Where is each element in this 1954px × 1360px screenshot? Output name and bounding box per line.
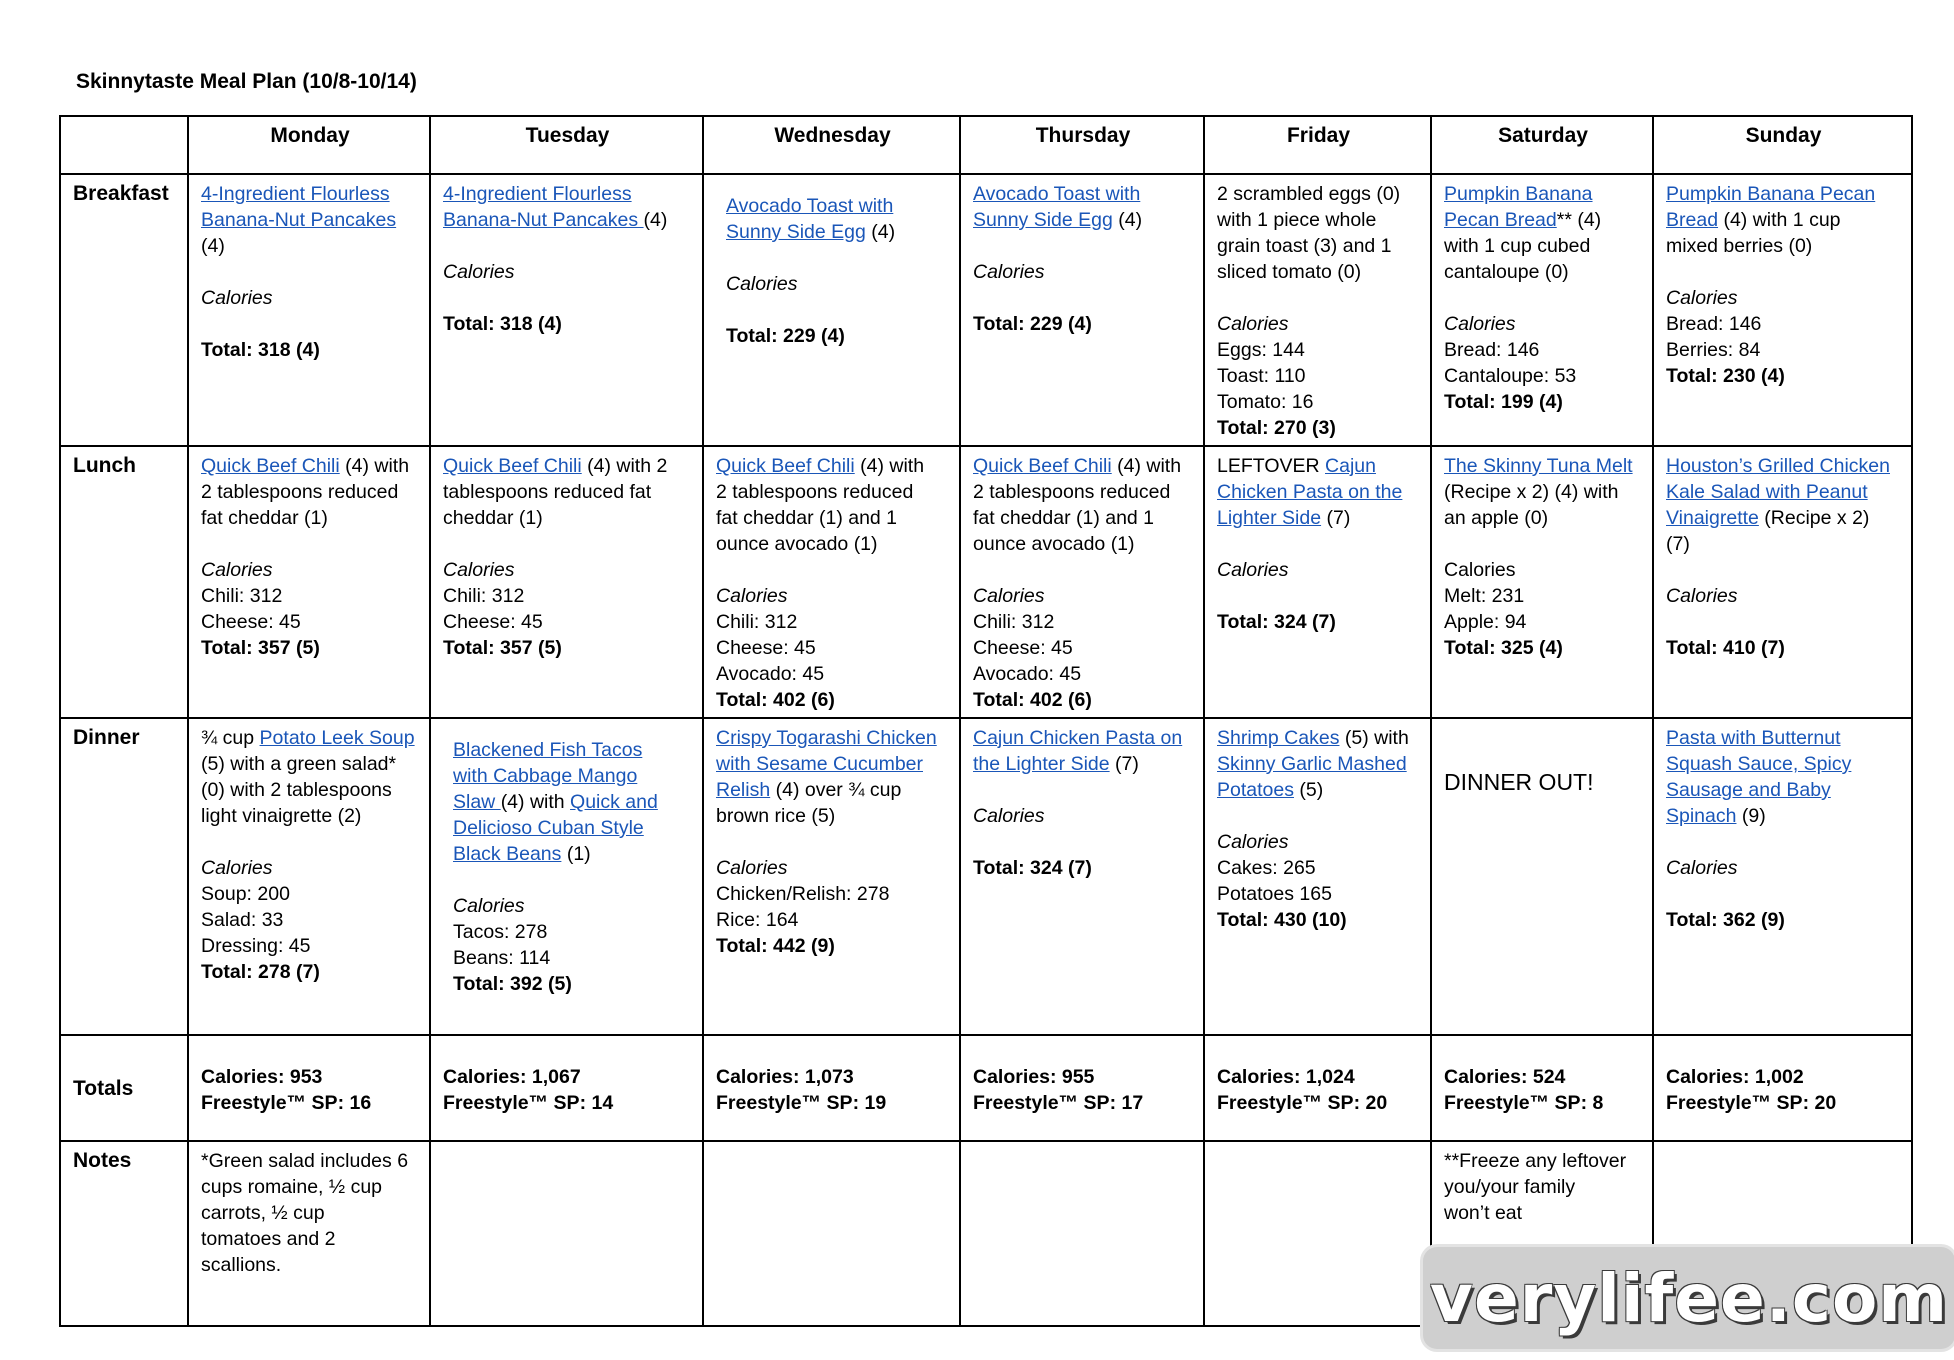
points-text: (4) with [854, 455, 925, 477]
lunch-friday [1204, 446, 1431, 718]
meal-total: Total: 229 (4) [726, 325, 845, 347]
row-label-dinner: Dinner [60, 718, 188, 1035]
calories-label: Calories [1217, 831, 1289, 853]
calories-label: Calories [1666, 857, 1738, 879]
meal-text: ¾ cup [201, 727, 260, 749]
calorie-item: Salad: 33 [201, 909, 284, 931]
recipe-link[interactable]: 4-Ingredient Flourless [443, 183, 632, 205]
daily-calories: Calories: 524 [1444, 1066, 1566, 1088]
note-text: cups romaine, ½ cup [201, 1176, 383, 1198]
day-header-wednesday: Wednesday [703, 116, 960, 174]
breakfast-friday [1204, 174, 1431, 446]
calories-label: Calories [443, 261, 515, 283]
points-text: (4) [201, 235, 225, 257]
dinner-thursday [960, 718, 1204, 1035]
totals-row [60, 1035, 1912, 1141]
daily-calories: Calories: 955 [973, 1066, 1095, 1088]
recipe-link[interactable]: Houston’s Grilled Chicken [1666, 455, 1890, 477]
meal-text: 2 tablespoons reduced [201, 481, 399, 503]
calories-label: Calories [201, 559, 273, 581]
meal-text: (7) [1666, 533, 1690, 555]
calories-label: Calories [1217, 559, 1289, 581]
meal-text: ounce avocado (1) [973, 533, 1135, 555]
calories-label: Calories [1666, 585, 1738, 607]
breakfast-wednesday [703, 174, 960, 446]
meal-text: LEFTOVER [1217, 455, 1326, 477]
points-text: (Recipe x 2) [1758, 507, 1870, 529]
meal-text: (Recipe x 2) (4) with [1444, 481, 1619, 503]
calories-label: Calories [973, 585, 1045, 607]
points-text: (1) [561, 843, 591, 865]
recipe-link[interactable]: Slaw [453, 791, 501, 813]
notes-wednesday [703, 1141, 960, 1326]
recipe-link[interactable]: Black Beans [453, 843, 562, 865]
note-text: scallions. [201, 1254, 282, 1276]
meal-text: light vinaigrette (2) [201, 805, 362, 827]
recipe-link[interactable]: Potato Leek Soup [259, 727, 415, 749]
calorie-item: Chili: 312 [201, 585, 283, 607]
recipe-link[interactable]: Cajun Chicken Pasta on [973, 727, 1183, 749]
calorie-item: Avocado: 45 [973, 663, 1082, 685]
calorie-item: Bread: 146 [1666, 313, 1762, 335]
meal-total: Total: 318 (4) [201, 339, 320, 361]
recipe-link[interactable]: Delicioso Cuban Style [453, 817, 644, 839]
recipe-link[interactable]: with Sesame Cucumber [716, 753, 923, 775]
calories-label: Calories [201, 857, 273, 879]
meal-total: Total: 442 (9) [716, 935, 835, 957]
calories-label: Calories [1444, 313, 1516, 335]
meal-total: Total: 402 (6) [716, 689, 835, 711]
meal-total: Total: 325 (4) [1444, 637, 1563, 659]
day-header-sunday: Sunday [1653, 116, 1912, 174]
note-text: won’t eat [1444, 1202, 1523, 1224]
breakfast-thursday [960, 174, 1204, 446]
meal-total: Total: 270 (3) [1217, 417, 1336, 439]
calories-label: Calories [443, 559, 515, 581]
recipe-link[interactable]: the Lighter Side [973, 753, 1110, 775]
calorie-item: Cheese: 45 [973, 637, 1073, 659]
meal-text: (4) with [500, 791, 571, 813]
calorie-item: Cheese: 45 [443, 611, 543, 633]
meal-total: Total: 324 (7) [1217, 611, 1336, 633]
recipe-link[interactable]: Skinny Garlic Mashed [1217, 753, 1407, 775]
daily-points: Freestyle™ SP: 8 [1444, 1092, 1604, 1114]
notes-friday [1204, 1141, 1431, 1326]
lunch-thursday [960, 446, 1204, 718]
calorie-item: Bread: 146 [1444, 339, 1540, 361]
recipe-link[interactable]: Pumpkin Banana [1444, 183, 1593, 205]
recipe-link[interactable]: Sausage and Baby [1666, 779, 1831, 801]
meal-text: fat cheddar (1) and 1 [716, 507, 898, 529]
meal-total: Total: 362 (9) [1666, 909, 1785, 931]
calories-label: Calories [973, 261, 1045, 283]
calorie-item: Avocado: 45 [716, 663, 825, 685]
day-header-friday: Friday [1204, 116, 1431, 174]
calorie-item: Toast: 110 [1217, 365, 1306, 387]
row-label-breakfast: Breakfast [60, 174, 188, 446]
meal-text: ounce avocado (1) [716, 533, 878, 555]
meal-text: 2 tablespoons reduced [716, 481, 914, 503]
meal-text: 2 tablespoons reduced [973, 481, 1171, 503]
meal-text: 2 scrambled eggs (0) [1217, 183, 1401, 205]
recipe-link[interactable]: Sunny Side Egg [973, 209, 1113, 231]
note-text: you/your family [1444, 1176, 1576, 1198]
meal-total: Total: 278 (7) [201, 961, 320, 983]
calorie-item: Chili: 312 [973, 611, 1055, 633]
meal-total: Total: 392 (5) [453, 973, 572, 995]
dinner-tuesday [430, 718, 703, 1035]
recipe-link[interactable]: Cajun [1325, 455, 1376, 477]
meal-text: mixed berries (0) [1666, 235, 1813, 257]
meal-text: sliced tomato (0) [1217, 261, 1362, 283]
meal-text: (5) with a green salad* [201, 753, 397, 775]
meal-total: Total: 199 (4) [1444, 391, 1563, 413]
totals-saturday [1431, 1035, 1653, 1141]
meal-total: Total: 324 (7) [973, 857, 1092, 879]
breakfast-saturday [1431, 174, 1653, 446]
dinner-sunday [1653, 718, 1912, 1035]
meal-text: fat cheddar (1) [201, 507, 328, 529]
header-row [60, 116, 1912, 174]
row-label-totals: Totals [60, 1035, 188, 1141]
meal-total: Total: 402 (6) [973, 689, 1092, 711]
calorie-item: Chicken/Relish: 278 [716, 883, 890, 905]
daily-points: Freestyle™ SP: 17 [973, 1092, 1144, 1114]
recipe-link[interactable]: Blackened Fish Tacos [453, 739, 643, 761]
lunch-saturday [1431, 446, 1653, 718]
recipe-link[interactable]: Pecan Bread [1444, 209, 1557, 231]
daily-points: Freestyle™ SP: 16 [201, 1092, 372, 1114]
points-text: (4) with 1 cup [1718, 209, 1841, 231]
lunch-row [60, 446, 1912, 718]
points-text: (4) [643, 209, 668, 231]
watermark-badge [1423, 1247, 1954, 1349]
points-text: (4) with 2 [581, 455, 668, 477]
meal-text: cantaloupe (0) [1444, 261, 1569, 283]
calorie-item: Melt: 231 [1444, 585, 1525, 607]
meal-text: an apple (0) [1444, 507, 1549, 529]
recipe-link[interactable]: Relish [716, 779, 771, 801]
page-title: Skinnytaste Meal Plan (10/8-10/14) [76, 70, 417, 93]
recipe-link[interactable]: Squash Sauce, Spicy [1666, 753, 1852, 775]
calorie-item: Dressing: 45 [201, 935, 311, 957]
calorie-item: Rice: 164 [716, 909, 799, 931]
day-header-thursday: Thursday [960, 116, 1204, 174]
calorie-item: Tacos: 278 [453, 921, 548, 943]
calories-label: Calories [1666, 287, 1738, 309]
recipe-link[interactable]: Banana-Nut Pancakes [201, 209, 397, 231]
breakfast-monday [188, 174, 430, 446]
calorie-item: Cheese: 45 [201, 611, 301, 633]
calorie-item: Cheese: 45 [716, 637, 816, 659]
meal-total: Total: 410 (7) [1666, 637, 1785, 659]
calorie-item: Cantaloupe: 53 [1444, 365, 1577, 387]
recipe-link[interactable]: Banana-Nut Pancakes [443, 209, 644, 231]
calories-label: Calories [1444, 559, 1516, 581]
notes-tuesday [430, 1141, 703, 1326]
meal-text: grain toast (3) and 1 [1217, 235, 1392, 257]
dinner-saturday [1431, 718, 1653, 1035]
meal-total: Total: 229 (4) [973, 313, 1092, 335]
calorie-item: Berries: 84 [1666, 339, 1761, 361]
daily-calories: Calories: 1,024 [1217, 1066, 1355, 1088]
note-text: carrots, ½ cup [201, 1202, 325, 1224]
corner-cell [60, 116, 188, 174]
notes-thursday [960, 1141, 1204, 1326]
day-header-monday: Monday [188, 116, 430, 174]
calories-label: Calories [453, 895, 525, 917]
lunch-tuesday [430, 446, 703, 718]
meal-plan-table [59, 115, 1913, 1327]
meal-text: cheddar (1) [443, 507, 543, 529]
recipe-link[interactable]: Sunny Side Egg [726, 221, 866, 243]
points-text: (5) with [1339, 727, 1409, 749]
meal-total: Total: 357 (5) [201, 637, 320, 659]
meal-text: brown rice (5) [716, 805, 836, 827]
points-text: (7) [1109, 753, 1139, 775]
daily-points: Freestyle™ SP: 20 [1666, 1092, 1837, 1114]
day-header-tuesday: Tuesday [430, 116, 703, 174]
dinner-row [60, 718, 1912, 1035]
recipe-link[interactable]: Lighter Side [1217, 507, 1322, 529]
meal-text: fat cheddar (1) and 1 [973, 507, 1155, 529]
meal-text: with 1 cup cubed [1444, 235, 1591, 257]
recipe-link[interactable]: The Skinny Tuna Melt [1444, 455, 1633, 477]
totals-thursday [960, 1035, 1204, 1141]
totals-wednesday [703, 1035, 960, 1141]
recipe-link[interactable]: Avocado Toast with [973, 183, 1141, 205]
points-text: (4) over ¾ cup [770, 779, 902, 801]
points-text: (4) [865, 221, 896, 243]
dinner-friday [1204, 718, 1431, 1035]
daily-calories: Calories: 1,002 [1666, 1066, 1804, 1088]
calories-label: Calories [973, 805, 1045, 827]
daily-points: Freestyle™ SP: 19 [716, 1092, 887, 1114]
points-text: (4) with [339, 455, 410, 477]
daily-calories: Calories: 1,067 [443, 1066, 581, 1088]
recipe-link[interactable]: with Cabbage Mango [453, 765, 638, 787]
recipe-link[interactable]: Shrimp Cakes [1217, 727, 1340, 749]
daily-calories: Calories: 953 [201, 1066, 323, 1088]
recipe-link[interactable]: Potatoes [1217, 779, 1294, 801]
calorie-item: Soup: 200 [201, 883, 290, 905]
meal-text: (0) with 2 tablespoons [201, 779, 392, 801]
row-label-notes: Notes [60, 1141, 188, 1326]
recipe-link[interactable]: Quick and [570, 791, 658, 813]
meal-text: tablespoons reduced fat [443, 481, 652, 503]
meal-total: Total: 230 (4) [1666, 365, 1785, 387]
calorie-item: Chili: 312 [716, 611, 798, 633]
recipe-link[interactable]: Vinaigrette [1666, 507, 1759, 529]
totals-monday [188, 1035, 430, 1141]
totals-tuesday [430, 1035, 703, 1141]
points-text: (7) [1321, 507, 1351, 529]
meal-total: Total: 357 (5) [443, 637, 562, 659]
calorie-item: Chili: 312 [443, 585, 525, 607]
calorie-item: Tomato: 16 [1217, 391, 1314, 413]
meal-text: with 1 piece whole [1217, 209, 1377, 231]
calories-label: Calories [716, 857, 788, 879]
calorie-item: Cakes: 265 [1217, 857, 1316, 879]
totals-friday [1204, 1035, 1431, 1141]
calories-label: Calories [726, 273, 798, 295]
recipe-link[interactable]: Pumpkin Banana Pecan [1666, 183, 1876, 205]
note-text: **Freeze any leftover [1444, 1150, 1627, 1172]
note-text: *Green salad includes 6 [201, 1150, 409, 1172]
day-header-saturday: Saturday [1431, 116, 1653, 174]
breakfast-row [60, 174, 1912, 446]
meal-total: Total: 430 (10) [1217, 909, 1347, 931]
recipe-link[interactable]: Quick Beef Chili [716, 455, 855, 477]
points-text: ** (4) [1556, 209, 1602, 231]
dinner-monday [188, 718, 430, 1035]
note-text: tomatoes and 2 [201, 1228, 336, 1250]
recipe-link[interactable]: Avocado Toast with [726, 195, 894, 217]
dinner-wednesday [703, 718, 960, 1035]
recipe-link[interactable]: Spinach [1666, 805, 1737, 827]
calories-label: Calories [201, 287, 273, 309]
daily-points: Freestyle™ SP: 14 [443, 1092, 614, 1114]
recipe-link[interactable]: Bread [1666, 209, 1719, 231]
calorie-item: Beans: 114 [453, 947, 551, 969]
recipe-link[interactable]: 4-Ingredient Flourless [201, 183, 390, 205]
calories-label: Calories [1217, 313, 1289, 335]
points-text: (4) with [1111, 455, 1182, 477]
notes-monday [188, 1141, 430, 1326]
recipe-link[interactable]: Crispy Togarashi Chicken [716, 727, 937, 749]
calories-label: Calories [716, 585, 788, 607]
dinner-out-text: DINNER OUT! [1444, 769, 1594, 795]
breakfast-tuesday [430, 174, 703, 446]
row-label-lunch: Lunch [60, 446, 188, 718]
calorie-item: Apple: 94 [1444, 611, 1527, 633]
calorie-item: Eggs: 144 [1217, 339, 1305, 361]
points-text: (5) [1293, 779, 1324, 801]
daily-calories: Calories: 1,073 [716, 1066, 854, 1088]
watermark-text: verylifee.com [1429, 1259, 1949, 1337]
lunch-monday [188, 446, 430, 718]
recipe-link[interactable]: Kale Salad with Peanut [1666, 481, 1868, 503]
daily-points: Freestyle™ SP: 20 [1217, 1092, 1388, 1114]
recipe-link[interactable]: Quick Beef Chili [973, 455, 1112, 477]
lunch-sunday [1653, 446, 1912, 718]
recipe-link[interactable]: Pasta with Butternut [1666, 727, 1841, 749]
totals-sunday [1653, 1035, 1912, 1141]
points-text: (4) [1112, 209, 1143, 231]
recipe-link[interactable]: Chicken Pasta on the [1217, 481, 1403, 503]
points-text: (9) [1736, 805, 1766, 827]
recipe-link[interactable]: Quick Beef Chili [443, 455, 582, 477]
calorie-item: Potatoes 165 [1217, 883, 1332, 905]
meal-total: Total: 318 (4) [443, 313, 562, 335]
breakfast-sunday [1653, 174, 1912, 446]
recipe-link[interactable]: Quick Beef Chili [201, 455, 340, 477]
lunch-wednesday [703, 446, 960, 718]
